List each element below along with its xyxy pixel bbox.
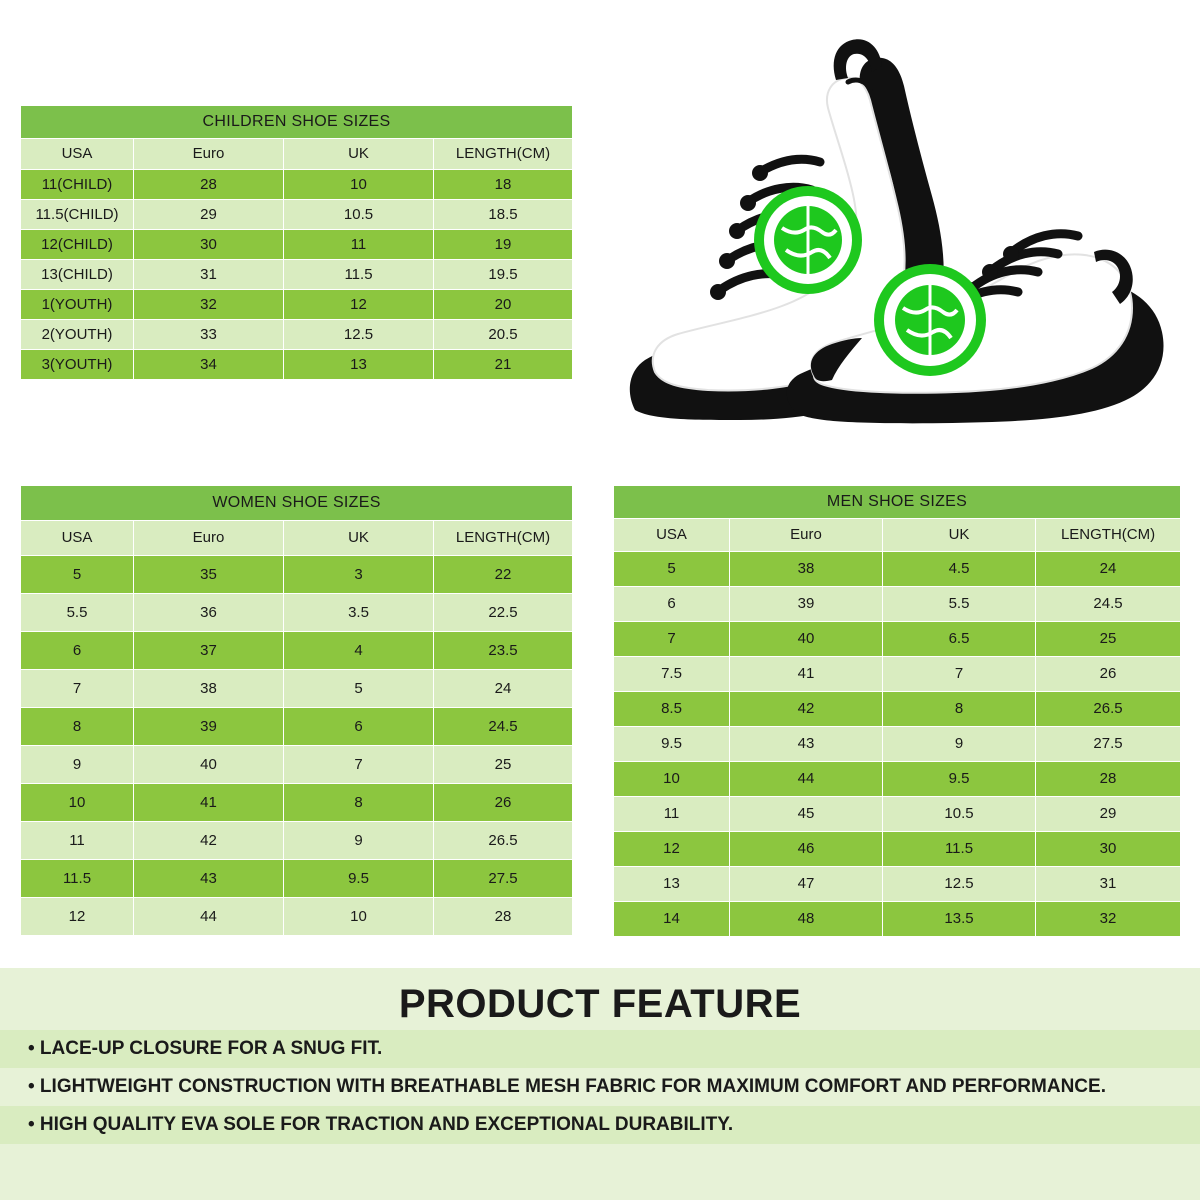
table-row: [21, 708, 573, 746]
table-row: [21, 260, 573, 290]
table-row: [21, 556, 573, 594]
table-row: [614, 762, 1181, 797]
cell-usa: 5: [614, 552, 730, 587]
cell-usa: 10: [614, 762, 730, 797]
cell-usa: 11: [614, 797, 730, 832]
column-header-usa: USA: [21, 139, 134, 170]
cell-usa: 11.5: [21, 860, 134, 898]
cell-uk: 5.5: [883, 587, 1036, 622]
table-row: [21, 898, 573, 936]
cell-usa: 1(YOUTH): [21, 290, 134, 320]
cell-uk: 11.5: [284, 260, 434, 290]
cell-uk: 7: [883, 657, 1036, 692]
feature-item-2: • LIGHTWEIGHT CONSTRUCTION WITH BREATHABLE MESH FABRIC FOR MAXIMUM COMFORT AND PERFORMANCE.: [0, 1068, 1200, 1106]
cell-length: 27.5: [434, 860, 573, 898]
table-title-row: [21, 486, 573, 521]
cell-euro: 36: [134, 594, 284, 632]
cell-length: 31: [1036, 867, 1181, 902]
cell-euro: 35: [134, 556, 284, 594]
cell-euro: 44: [134, 898, 284, 936]
cell-length: 21: [434, 350, 573, 380]
cell-euro: 41: [730, 657, 883, 692]
cell-uk: 12: [284, 290, 434, 320]
table-row: [21, 860, 573, 898]
table-header-row: [614, 519, 1181, 552]
column-header-usa: USA: [614, 519, 730, 552]
cell-uk: 13.5: [883, 902, 1036, 937]
cell-usa: 7: [614, 622, 730, 657]
cell-length: 24.5: [1036, 587, 1181, 622]
cell-usa: 9: [21, 746, 134, 784]
cell-euro: 33: [134, 320, 284, 350]
cell-usa: 12: [21, 898, 134, 936]
cell-usa: 6: [21, 632, 134, 670]
cell-length: 20.5: [434, 320, 573, 350]
column-header-euro: Euro: [730, 519, 883, 552]
cell-length: 28: [1036, 762, 1181, 797]
table-title-row: [21, 106, 573, 139]
cell-euro: 31: [134, 260, 284, 290]
cell-length: 24.5: [434, 708, 573, 746]
cell-uk: 6: [284, 708, 434, 746]
men-size-table: [613, 485, 1181, 937]
cell-uk: 8: [284, 784, 434, 822]
cell-usa: 7.5: [614, 657, 730, 692]
cell-length: 29: [1036, 797, 1181, 832]
cell-uk: 8: [883, 692, 1036, 727]
cell-uk: 9: [883, 727, 1036, 762]
table-row: [21, 200, 573, 230]
table-row: [614, 902, 1181, 937]
table-row: [21, 350, 573, 380]
cell-usa: 11: [21, 822, 134, 860]
cell-usa: 5.5: [21, 594, 134, 632]
table-title-row: [614, 486, 1181, 519]
cell-euro: 44: [730, 762, 883, 797]
cell-euro: 47: [730, 867, 883, 902]
table-row: [21, 594, 573, 632]
cell-usa: 13(CHILD): [21, 260, 134, 290]
cell-usa: 6: [614, 587, 730, 622]
cell-length: 26.5: [1036, 692, 1181, 727]
cell-length: 26: [1036, 657, 1181, 692]
cell-length: 28: [434, 898, 573, 936]
logo-love-the-world-back: [754, 186, 862, 294]
column-header-length: LENGTH(CM): [1036, 519, 1181, 552]
women-table-title: WOMEN SHOE SIZES: [21, 486, 573, 521]
table-row: [614, 552, 1181, 587]
cell-usa: 10: [21, 784, 134, 822]
cell-euro: 38: [730, 552, 883, 587]
column-header-euro: Euro: [134, 521, 284, 556]
table-header-row: [21, 139, 573, 170]
cell-length: 32: [1036, 902, 1181, 937]
cell-euro: 39: [730, 587, 883, 622]
table-row: [614, 797, 1181, 832]
cell-usa: 14: [614, 902, 730, 937]
feature-item-1: • LACE-UP CLOSURE FOR A SNUG FIT.: [0, 1030, 1200, 1068]
table-row: [21, 290, 573, 320]
cell-euro: 29: [134, 200, 284, 230]
cell-euro: 45: [730, 797, 883, 832]
cell-euro: 40: [730, 622, 883, 657]
cell-euro: 30: [134, 230, 284, 260]
cell-usa: 12(CHILD): [21, 230, 134, 260]
table-header-row: [21, 521, 573, 556]
cell-length: 18: [434, 170, 573, 200]
cell-usa: 12: [614, 832, 730, 867]
table-row: [21, 170, 573, 200]
cell-uk: 11.5: [883, 832, 1036, 867]
cell-uk: 12.5: [883, 867, 1036, 902]
cell-usa: 3(YOUTH): [21, 350, 134, 380]
product-image: [600, 20, 1200, 450]
cell-uk: 6.5: [883, 622, 1036, 657]
column-header-uk: UK: [284, 521, 434, 556]
table-row: [21, 746, 573, 784]
cell-length: 25: [1036, 622, 1181, 657]
cell-uk: 13: [284, 350, 434, 380]
children-size-table: [20, 105, 573, 380]
cell-length: 19.5: [434, 260, 573, 290]
table-row: [614, 622, 1181, 657]
column-header-uk: UK: [883, 519, 1036, 552]
cell-length: 22.5: [434, 594, 573, 632]
cell-uk: 9: [284, 822, 434, 860]
table-row: [614, 657, 1181, 692]
cell-usa: 11(CHILD): [21, 170, 134, 200]
cell-length: 19: [434, 230, 573, 260]
cell-uk: 3: [284, 556, 434, 594]
cell-euro: 32: [134, 290, 284, 320]
cell-length: 26.5: [434, 822, 573, 860]
cell-length: 20: [434, 290, 573, 320]
cell-length: 30: [1036, 832, 1181, 867]
cell-uk: 11: [284, 230, 434, 260]
table-row: [21, 230, 573, 260]
cell-euro: 28: [134, 170, 284, 200]
cell-euro: 37: [134, 632, 284, 670]
cell-length: 27.5: [1036, 727, 1181, 762]
feature-item-3: • HIGH QUALITY EVA SOLE FOR TRACTION AND EXCEPTIONAL DURABILITY.: [0, 1106, 1200, 1144]
table-row: [21, 784, 573, 822]
logo-love-the-world-front: [874, 264, 986, 376]
cell-length: 23.5: [434, 632, 573, 670]
cell-length: 22: [434, 556, 573, 594]
cell-uk: 5: [284, 670, 434, 708]
cell-euro: 42: [730, 692, 883, 727]
cell-uk: 10: [284, 170, 434, 200]
cell-euro: 38: [134, 670, 284, 708]
cell-usa: 9.5: [614, 727, 730, 762]
cell-length: 18.5: [434, 200, 573, 230]
cell-usa: 5: [21, 556, 134, 594]
men-table-title: MEN SHOE SIZES: [614, 486, 1181, 519]
cell-euro: 46: [730, 832, 883, 867]
cell-length: 26: [434, 784, 573, 822]
cell-euro: 43: [134, 860, 284, 898]
cell-euro: 42: [134, 822, 284, 860]
cell-euro: 40: [134, 746, 284, 784]
cell-usa: 11.5(CHILD): [21, 200, 134, 230]
cell-euro: 39: [134, 708, 284, 746]
product-feature-title: PRODUCT FEATURE: [398, 982, 802, 1026]
sneakers-illustration: [600, 20, 1200, 450]
cell-uk: 12.5: [284, 320, 434, 350]
women-size-table: [20, 485, 573, 936]
cell-euro: 41: [134, 784, 284, 822]
cell-length: 24: [434, 670, 573, 708]
table-row: [21, 320, 573, 350]
cell-usa: 7: [21, 670, 134, 708]
cell-uk: 4: [284, 632, 434, 670]
cell-uk: 3.5: [284, 594, 434, 632]
cell-uk: 10: [284, 898, 434, 936]
column-header-usa: USA: [21, 521, 134, 556]
cell-usa: 8.5: [614, 692, 730, 727]
column-header-euro: Euro: [134, 139, 284, 170]
cell-uk: 7: [284, 746, 434, 784]
table-row: [614, 832, 1181, 867]
children-table-title: CHILDREN SHOE SIZES: [21, 106, 573, 139]
cell-uk: 10.5: [883, 797, 1036, 832]
cell-usa: 13: [614, 867, 730, 902]
table-row: [614, 692, 1181, 727]
cell-length: 24: [1036, 552, 1181, 587]
cell-euro: 48: [730, 902, 883, 937]
column-header-length: LENGTH(CM): [434, 139, 573, 170]
table-row: [21, 670, 573, 708]
column-header-length: LENGTH(CM): [434, 521, 573, 556]
cell-uk: 9.5: [883, 762, 1036, 797]
cell-uk: 9.5: [284, 860, 434, 898]
cell-usa: 2(YOUTH): [21, 320, 134, 350]
cell-uk: 4.5: [883, 552, 1036, 587]
cell-usa: 8: [21, 708, 134, 746]
column-header-uk: UK: [284, 139, 434, 170]
table-row: [614, 587, 1181, 622]
product-feature-section: [0, 968, 1200, 1200]
table-row: [614, 867, 1181, 902]
cell-uk: 10.5: [284, 200, 434, 230]
cell-length: 25: [434, 746, 573, 784]
table-row: [21, 632, 573, 670]
table-row: [21, 822, 573, 860]
cell-euro: 43: [730, 727, 883, 762]
cell-euro: 34: [134, 350, 284, 380]
table-row: [614, 727, 1181, 762]
